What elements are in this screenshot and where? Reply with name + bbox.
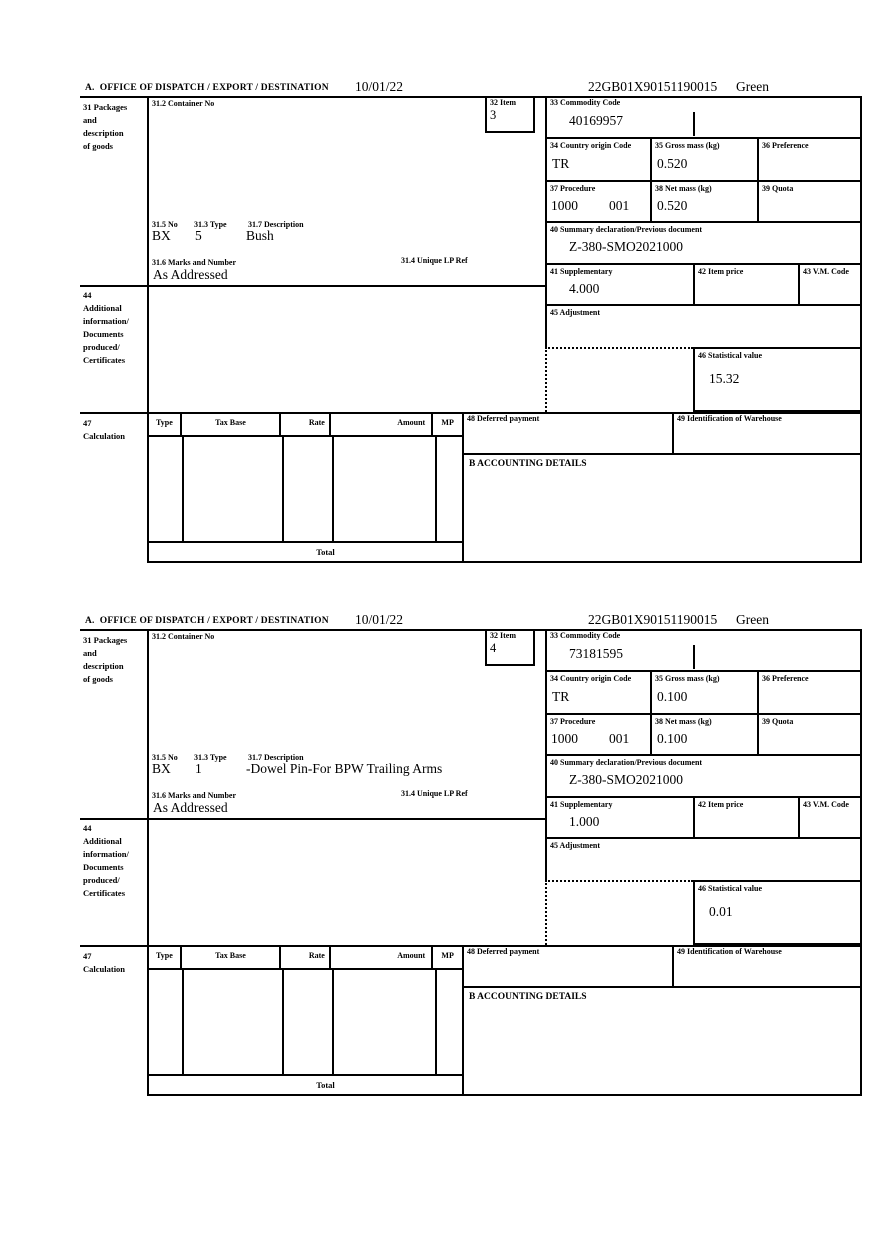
gross-mass-label: 35 Gross mass (kg) (655, 674, 720, 683)
marks-value: As Addressed (153, 800, 228, 815)
movement-reference: 22GB01X90151190015 (588, 79, 718, 94)
procedure-value-1: 1000 (551, 198, 578, 213)
marks-value: As Addressed (153, 267, 228, 282)
summary-declaration-label: 40 Summary declaration/Previous document (550, 758, 703, 767)
vm-code-label: 43 V.M. Code (803, 267, 849, 276)
additional-info-label-line: information/ (83, 849, 129, 859)
tax-calculation-table (147, 412, 462, 541)
packages-label-line: 31 Packages (83, 635, 128, 645)
country-origin-value: TR (552, 689, 570, 704)
statistical-value-box (693, 880, 862, 945)
package-type-value: 1 (195, 761, 202, 776)
commodity-code-value: 73181595 (569, 646, 623, 661)
total-row (147, 541, 462, 563)
item-number-box (485, 96, 535, 133)
tax-header-rule (149, 968, 464, 970)
deferred-payment-label: 48 Deferred payment (467, 947, 540, 956)
summary-declaration-label: 40 Summary declaration/Previous document (550, 225, 703, 234)
commodity-code-label: 33 Commodity Code (550, 631, 621, 640)
additional-info-label-line: produced/ (83, 342, 120, 352)
vm-code-label: 43 V.M. Code (803, 800, 849, 809)
movement-reference: 22GB01X90151190015 (588, 612, 718, 627)
container-no-label: 31.2 Container No (152, 632, 215, 641)
commodity-code-divider-tick (693, 112, 695, 136)
tax-table-header (149, 412, 462, 435)
routing-status: Green (736, 79, 769, 94)
tax-header-rule (149, 435, 464, 437)
packages-label-line: description (83, 661, 124, 671)
total-label: Total (316, 547, 335, 557)
statistical-value-label: 46 Statistical value (698, 884, 762, 893)
tax-header-amount: Amount (331, 412, 433, 435)
tax-header-mp: MP (441, 418, 454, 427)
packages-label-line: of goods (83, 674, 113, 684)
commodity-code-box (545, 629, 862, 672)
deferred-payment-box (462, 945, 672, 988)
declaration-item-block (80, 611, 863, 1097)
item-price-label: 42 Item price (698, 267, 744, 276)
net-mass-value: 0.100 (657, 731, 688, 746)
summary-declaration-value: Z-380-SMO2021000 (569, 239, 683, 254)
procedure-label: 37 Procedure (550, 184, 596, 193)
warehouse-id-box (672, 945, 862, 988)
package-no-label: 31.5 No (152, 220, 178, 229)
routing-status: Green (736, 612, 769, 627)
additional-info-label-line: Documents (83, 862, 124, 872)
calculation-label-line: Calculation (83, 431, 126, 441)
additional-info-label-line: Additional (83, 836, 122, 846)
package-type-label: 31.3 Type (194, 753, 227, 762)
calculation-label-line: 47 (83, 951, 92, 961)
warehouse-id-box (672, 412, 862, 455)
quota-box (757, 715, 862, 756)
tax-column-divider (435, 435, 437, 541)
commodity-code-value: 40169957 (569, 113, 623, 128)
calculation-label (83, 950, 145, 976)
net-mass-box (650, 715, 757, 756)
statistical-value: 0.01 (709, 904, 733, 919)
country-origin-value: TR (552, 156, 570, 171)
tax-column-divider (435, 968, 437, 1074)
additional-info-label-line: Additional (83, 303, 122, 313)
description-value: Bush (246, 228, 274, 243)
dispatch-date: 10/01/22 (355, 79, 404, 94)
summary-declaration-value: Z-380-SMO2021000 (569, 772, 683, 787)
supplementary-label: 41 Supplementary (550, 800, 613, 809)
tax-header-type: Type (149, 945, 182, 968)
gross-mass-value: 0.100 (657, 689, 688, 704)
office-header-label: A. OFFICE OF DISPATCH / EXPORT / DESTINATION (85, 616, 329, 626)
packages-label (83, 634, 145, 686)
supplementary-value: 4.000 (569, 281, 600, 296)
statistical-value-box (693, 347, 862, 412)
additional-info-label-line: 44 (83, 290, 92, 300)
additional-info-label-line: produced/ (83, 875, 120, 885)
tax-column-divider (282, 435, 284, 541)
unique-lp-ref-label: 31.4 Unique LP Ref (401, 789, 468, 798)
additional-info-label-line: information/ (83, 316, 129, 326)
procedure-value-1: 1000 (551, 731, 578, 746)
vm-code-box (798, 798, 862, 839)
adjustment-label: 45 Adjustment (550, 841, 601, 850)
package-no-value: BX (152, 761, 171, 776)
additional-info-label (83, 822, 145, 900)
marks-label: 31.6 Marks and Number (152, 258, 237, 267)
calculation-label-line: Calculation (83, 964, 126, 974)
summary-declaration-box (545, 756, 862, 798)
tax-header-mp: MP (441, 951, 454, 960)
item-price-box (693, 265, 798, 306)
tax-column-divider (332, 435, 334, 541)
additional-info-content (147, 285, 545, 412)
commodity-code-label: 33 Commodity Code (550, 98, 621, 107)
description-label: 31.7 Description (248, 220, 304, 229)
deferred-payment-box (462, 412, 672, 455)
tax-header-amount: Amount (331, 945, 433, 968)
packages-label-line: and (83, 648, 97, 658)
tax-header-type: Type (149, 412, 182, 435)
summary-declaration-box (545, 223, 862, 265)
quota-label: 39 Quota (762, 717, 794, 726)
statistical-value-label: 46 Statistical value (698, 351, 762, 360)
item-number-box (485, 629, 535, 666)
description-label: 31.7 Description (248, 753, 304, 762)
gross-mass-label: 35 Gross mass (kg) (655, 141, 720, 150)
office-header-label: A. OFFICE OF DISPATCH / EXPORT / DESTINATION (85, 83, 329, 93)
procedure-label: 37 Procedure (550, 717, 596, 726)
commodity-code-divider-tick (693, 645, 695, 669)
gross-mass-box (650, 139, 757, 182)
accounting-details-box (462, 988, 862, 1096)
packages-label (83, 101, 145, 153)
adjustment-box (545, 839, 862, 880)
form-grid (80, 96, 862, 563)
procedure-value-2: 001 (609, 731, 630, 746)
quota-box (757, 182, 862, 223)
tax-column-divider (182, 968, 184, 1074)
quota-label: 39 Quota (762, 184, 794, 193)
total-row (147, 1074, 462, 1096)
net-mass-value: 0.520 (657, 198, 688, 213)
item-label: 32 Item (490, 631, 516, 640)
adjustment-label: 45 Adjustment (550, 308, 601, 317)
warehouse-id-label: 49 Identification of Warehouse (677, 947, 782, 956)
statistical-value: 15.32 (709, 371, 740, 386)
accounting-details-label: B ACCOUNTING DETAILS (469, 459, 587, 469)
country-origin-label: 34 Country origin Code (550, 674, 632, 683)
country-origin-box (545, 672, 650, 715)
item-number-value: 4 (490, 641, 497, 655)
additional-info-label-line: Documents (83, 329, 124, 339)
total-label: Total (316, 1080, 335, 1090)
country-origin-box (545, 139, 650, 182)
net-mass-label: 38 Net mass (kg) (655, 184, 712, 193)
procedure-box (545, 715, 650, 756)
tax-header-tax-base: Tax Base (182, 412, 281, 435)
packages-label-line: of goods (83, 141, 113, 151)
package-no-value: BX (152, 228, 171, 243)
tax-column-divider (282, 968, 284, 1074)
marks-label: 31.6 Marks and Number (152, 791, 237, 800)
supplementary-value: 1.000 (569, 814, 600, 829)
description-value: -Dowel Pin-For BPW Trailing Arms (246, 761, 443, 776)
preference-label: 36 Preference (762, 674, 809, 683)
tax-column-divider (332, 968, 334, 1074)
accounting-details-label: B ACCOUNTING DETAILS (469, 992, 587, 1002)
dotted-region (545, 880, 693, 945)
item-price-box (693, 798, 798, 839)
deferred-payment-label: 48 Deferred payment (467, 414, 540, 423)
procedure-box (545, 182, 650, 223)
tax-header-rate: Rate (281, 945, 331, 968)
form-grid (80, 629, 862, 1096)
supplementary-box (545, 265, 693, 306)
commodity-code-box (545, 96, 862, 139)
tax-column-divider (182, 435, 184, 541)
calculation-label-line: 47 (83, 418, 92, 428)
unique-lp-ref-label: 31.4 Unique LP Ref (401, 256, 468, 265)
dotted-region (545, 347, 693, 412)
adjustment-box (545, 306, 862, 347)
item-label: 32 Item (490, 98, 516, 107)
gross-mass-value: 0.520 (657, 156, 688, 171)
item-price-label: 42 Item price (698, 800, 744, 809)
packages-label-line: 31 Packages (83, 102, 128, 112)
country-origin-label: 34 Country origin Code (550, 141, 632, 150)
tax-table-header (149, 945, 462, 968)
additional-info-label (83, 289, 145, 367)
accounting-details-box (462, 455, 862, 563)
packages-label-line: and (83, 115, 97, 125)
tax-calculation-table (147, 945, 462, 1074)
procedure-value-2: 001 (609, 198, 630, 213)
item-number-value: 3 (490, 108, 497, 122)
warehouse-id-label: 49 Identification of Warehouse (677, 414, 782, 423)
package-type-label: 31.3 Type (194, 220, 227, 229)
additional-info-label-line: Certificates (83, 888, 126, 898)
tax-header-rate: Rate (281, 412, 331, 435)
declaration-item-block (80, 78, 863, 564)
additional-info-content (147, 818, 545, 945)
tax-header-tax-base: Tax Base (182, 945, 281, 968)
preference-box (757, 139, 862, 182)
packages-label-line: description (83, 128, 124, 138)
package-no-label: 31.5 No (152, 753, 178, 762)
package-type-value: 5 (195, 228, 202, 243)
additional-info-label-line: Certificates (83, 355, 126, 365)
gross-mass-box (650, 672, 757, 715)
vm-code-box (798, 265, 862, 306)
supplementary-label: 41 Supplementary (550, 267, 613, 276)
container-no-label: 31.2 Container No (152, 99, 215, 108)
net-mass-box (650, 182, 757, 223)
preference-box (757, 672, 862, 715)
net-mass-label: 38 Net mass (kg) (655, 717, 712, 726)
preference-label: 36 Preference (762, 141, 809, 150)
dispatch-date: 10/01/22 (355, 612, 404, 627)
calculation-label (83, 417, 145, 443)
additional-info-label-line: 44 (83, 823, 92, 833)
supplementary-box (545, 798, 693, 839)
